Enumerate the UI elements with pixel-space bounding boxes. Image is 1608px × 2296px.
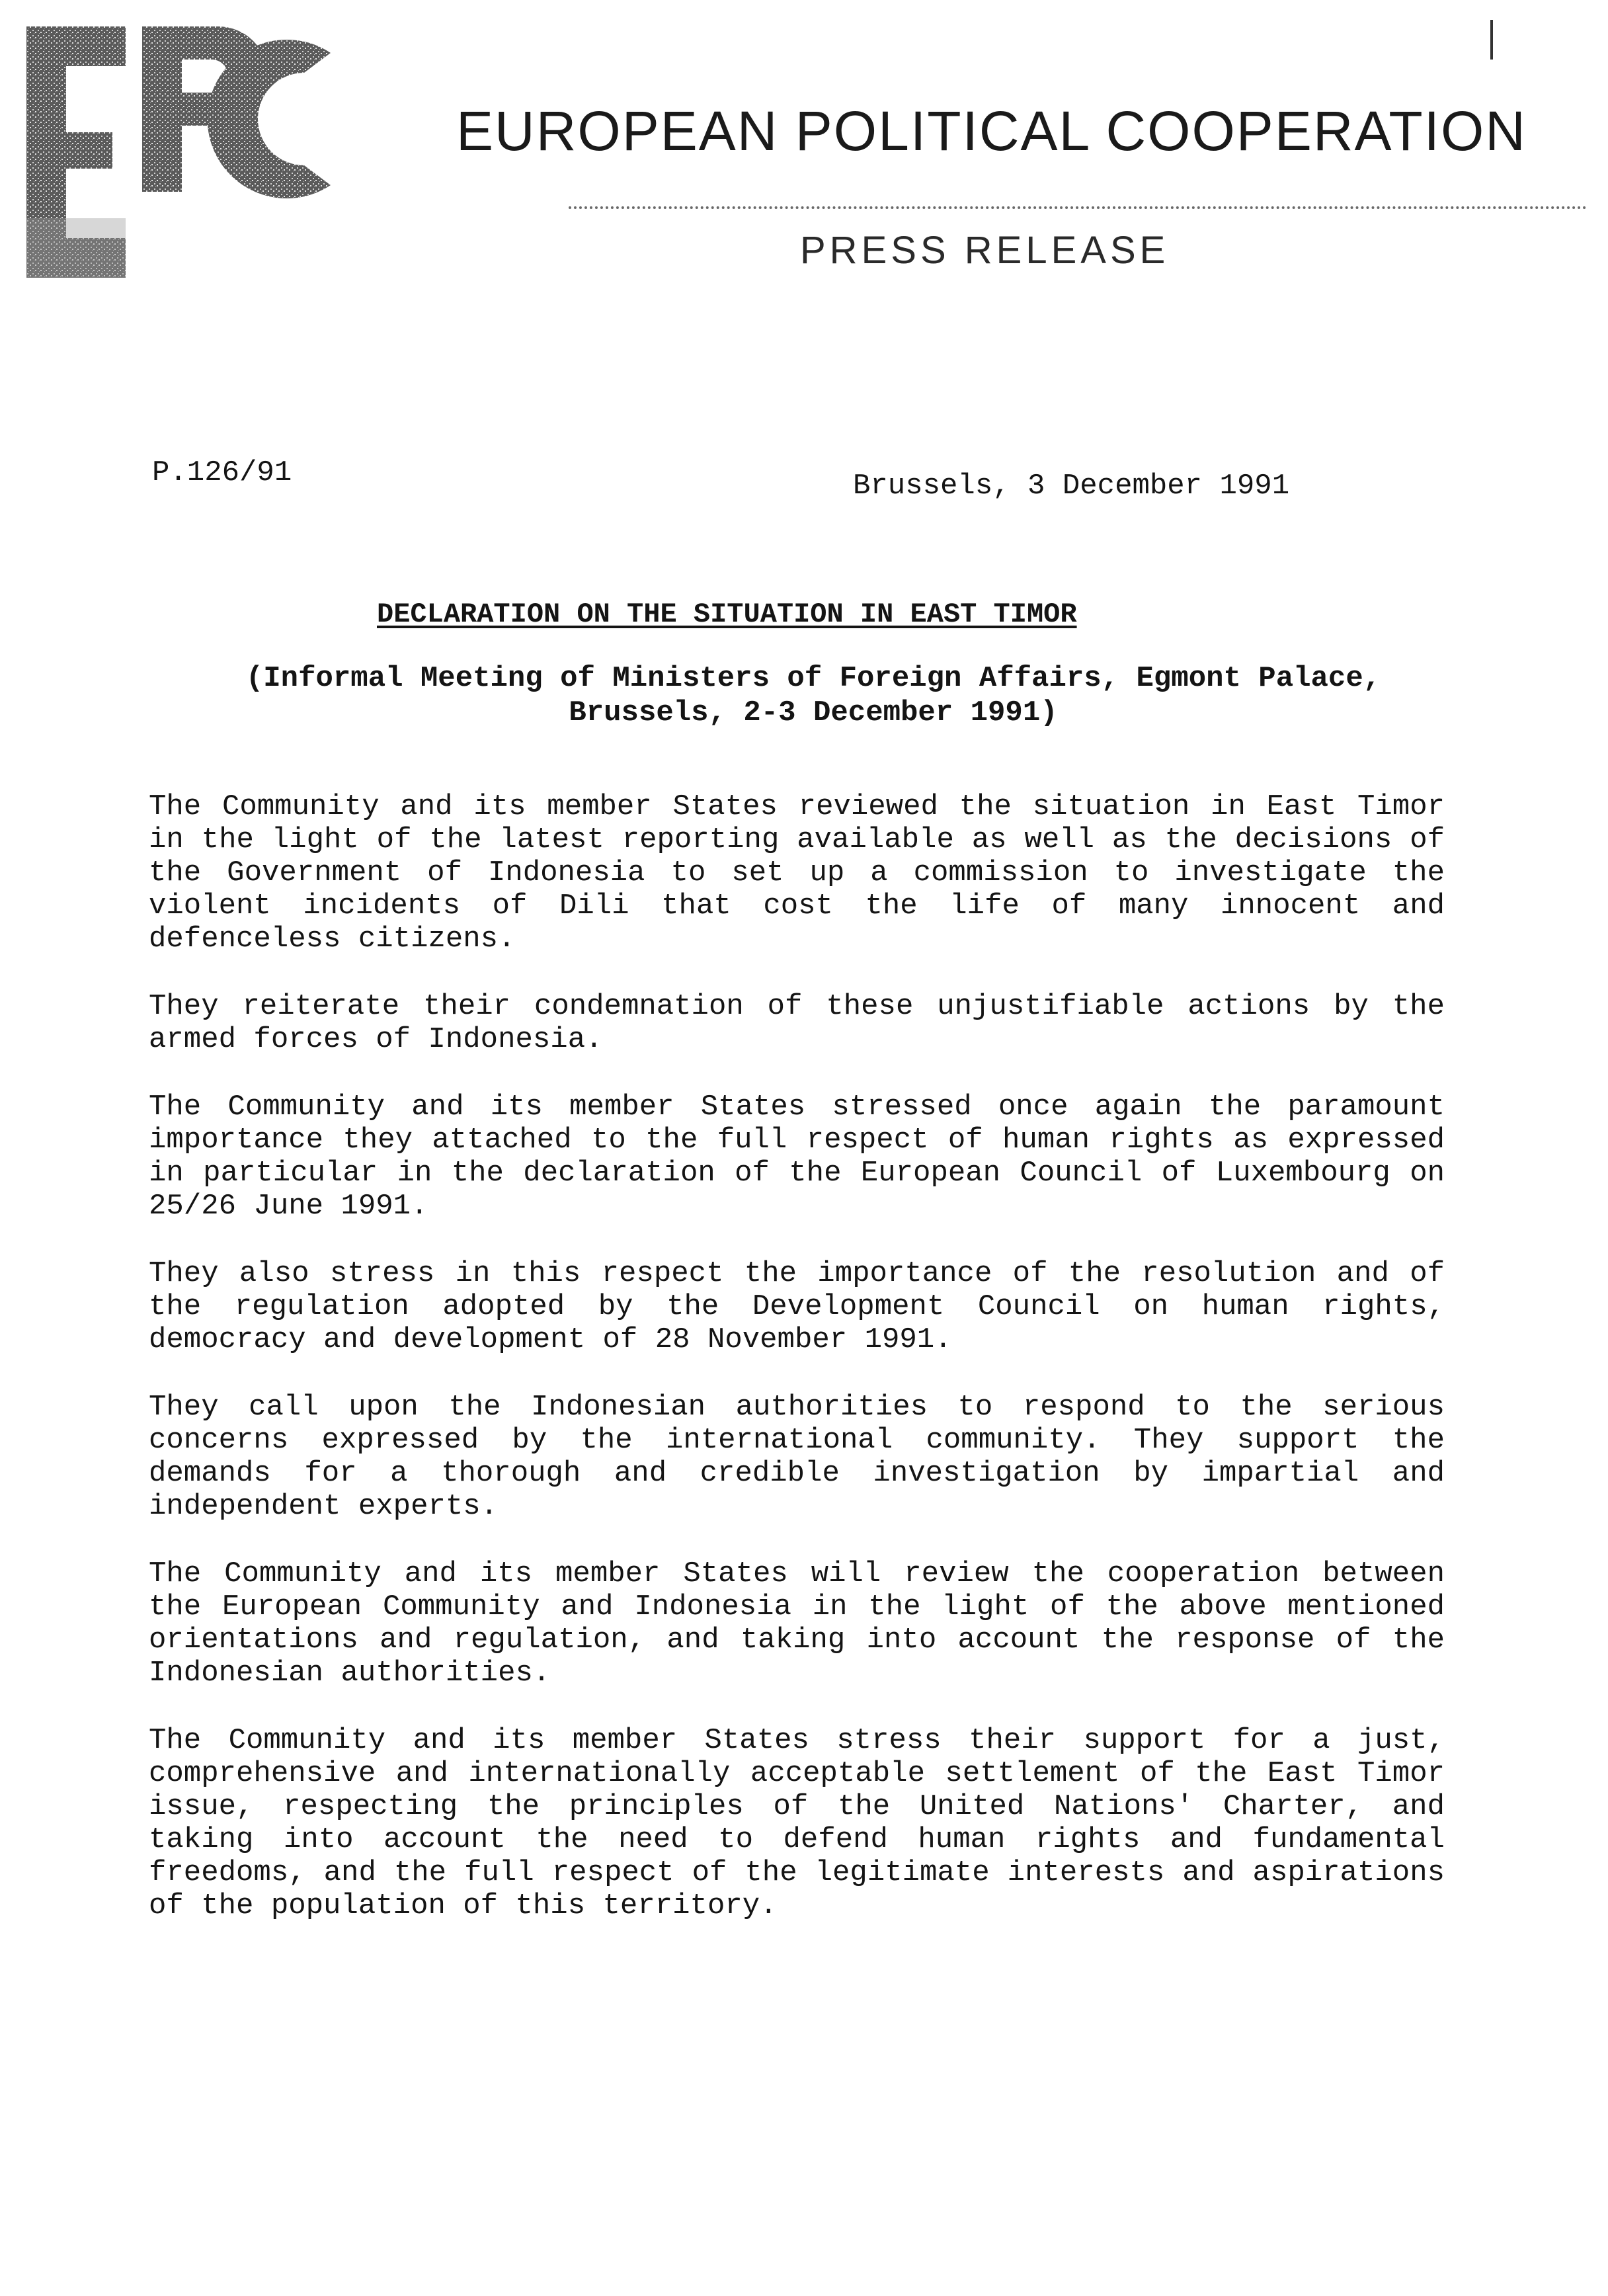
paragraph: The Community and its member States stressed once again the paramount importance they attached to the full respect of human rights as expressed in particular in the declaration of the European Council of Luxembourg on 25/26 June 1991. — [149, 1090, 1445, 1223]
organization-name: EUROPEAN POLITICAL COOPERATION — [456, 100, 1527, 162]
paragraph: The Community and its member States reviewed the situation in East Timor in the light of the latest reporting available as well as the decisions of the Government of Indonesia to set up a commission to investigate the violent incidents of Dili that cost the life of many innocent and defenceless citizens. — [149, 790, 1445, 956]
paragraph: The Community and its member States will review the cooperation between the European Community and Indonesia in the light of the above mentioned orientations and regulation, and taking into account the response of the Indonesian authorities. — [149, 1557, 1445, 1690]
document-type: PRESS RELEASE — [800, 229, 1170, 272]
epc-logo — [26, 13, 357, 291]
declaration-body — [149, 790, 1445, 1957]
paragraph: They reiterate their condemnation of these unjustifiable actions by the armed forces of Indonesia. — [149, 990, 1445, 1056]
corner-mark — [1490, 20, 1493, 60]
header-divider — [569, 206, 1587, 209]
reference-number: P.126/91 — [152, 456, 292, 489]
paragraph: The Community and its member States stress their support for a just, comprehensive and internationally acceptable settlement of the East Timor issue, respecting the principles of the United Nations' Charter, and taking into account the need to defend human rights and fundamental freedoms, and the full respect of the legitimate interests and aspirations of the population of this territory. — [149, 1724, 1445, 1922]
dateline: Brussels, 3 December 1991 — [853, 470, 1290, 503]
declaration-title: DECLARATION ON THE SITUATION IN EAST TIMOR — [377, 598, 1077, 630]
declaration-subtitle: (Informal Meeting of Ministers of Foreign Affairs, Egmont Palace, Brussels, 2-3 December 1991) — [245, 662, 1381, 729]
paragraph: They call upon the Indonesian authorities to respond to the serious concerns expressed by the international community. They support the demands for a thorough and credible investigation by impartial and independent experts. — [149, 1391, 1445, 1523]
paragraph: They also stress in this respect the importance of the resolution and of the regulation adopted by the Development Council on human rights, democracy and development of 28 November 1991. — [149, 1257, 1445, 1356]
